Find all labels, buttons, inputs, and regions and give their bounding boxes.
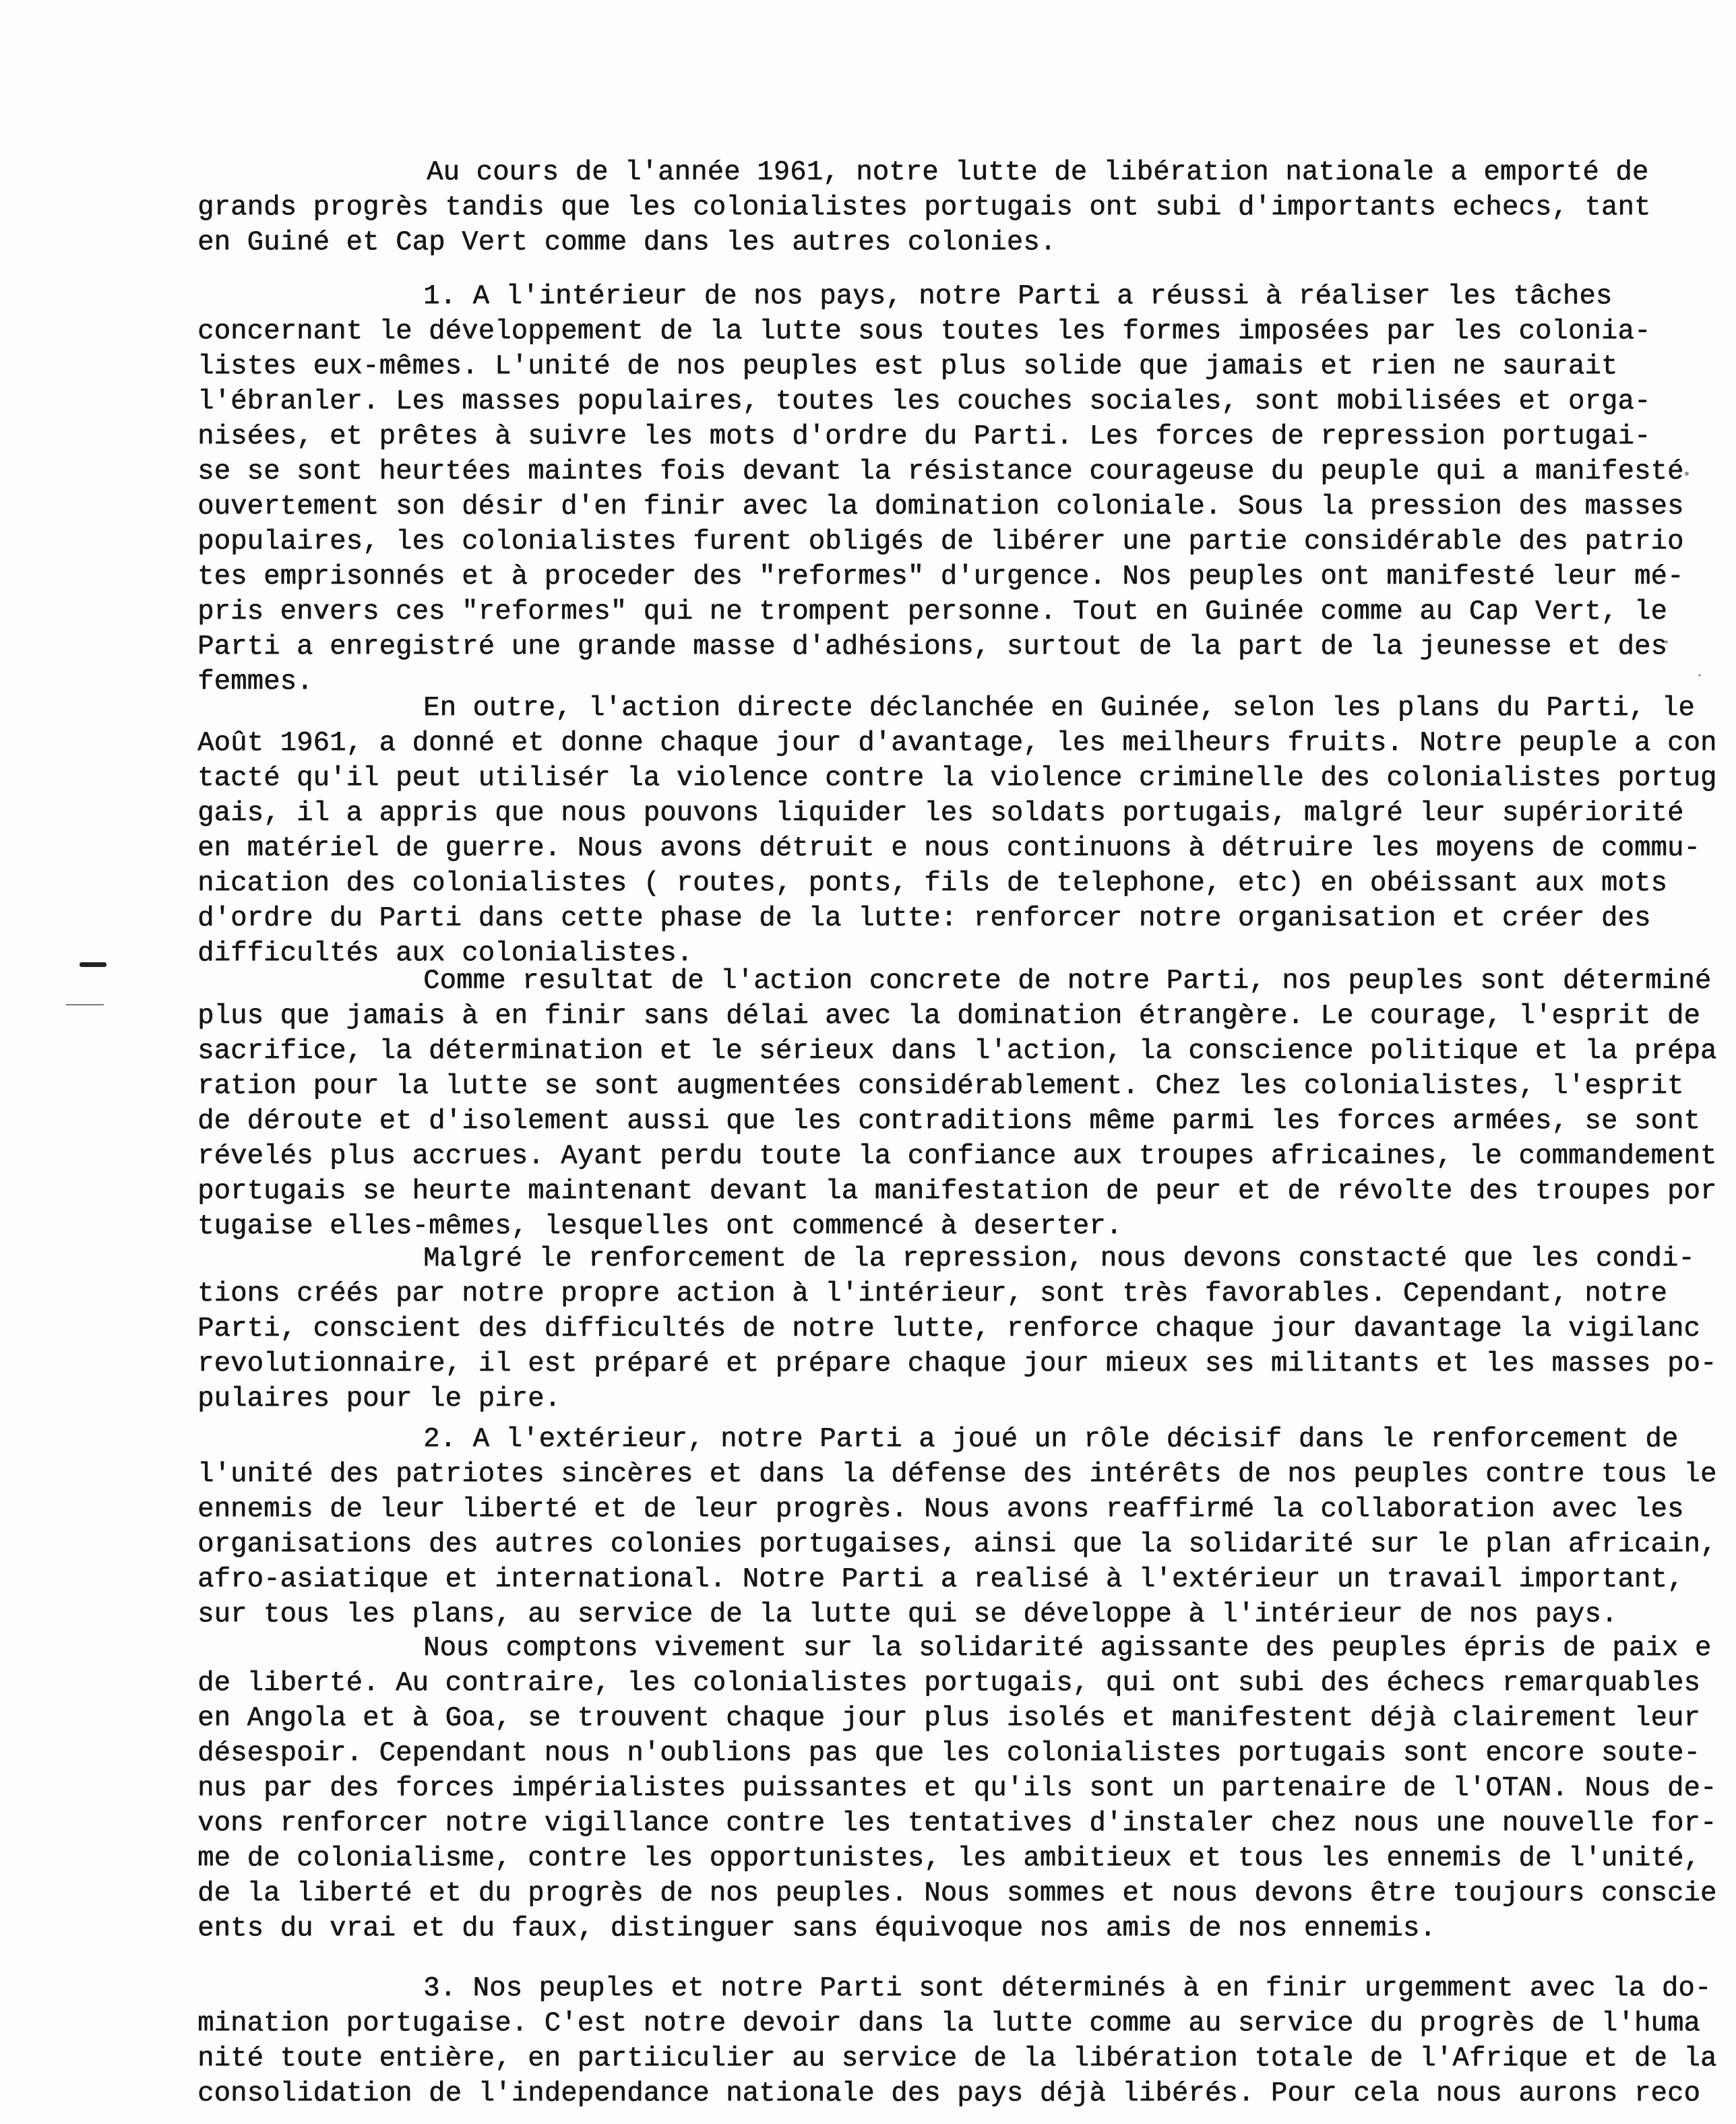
paragraph-first-line: Au cours de l'année 1961, notre lutte de libération nationale a emporté de <box>427 157 1649 188</box>
paragraph-line: révelés plus accrues. Ayant perdu toute la confiance aux troupes africaines, le commandement <box>197 1141 1717 1172</box>
paragraph-line: Août 1961, a donné et donne chaque jour d'avantage, les meilheurs fruits. Notre peuple a con <box>197 728 1717 759</box>
margin-ink-dash <box>66 1004 104 1005</box>
paragraph-line: de liberté. Au contraire, les colonialistes portugais, qui ont subi des échecs remarquables <box>197 1668 1700 1699</box>
paragraph-line: gais, il a appris que nous pouvons liquider les soldats portugais, malgré leur supériorité <box>197 798 1684 829</box>
paragraph-line: tes emprisonnés et à proceder des "reformes" d'urgence. Nos peuples ont manifesté leur mé- <box>197 561 1684 592</box>
paragraph-line: nication des colonialistes ( routes, ponts, fils de telephone, etc) en obéissant aux mots <box>197 868 1667 899</box>
paragraph-line: listes eux-mêmes. L'unité de nos peuples est plus solide que jamais et rien ne saurait <box>197 351 1618 382</box>
paragraph-line: l'unité des patriotes sincères et dans la défense des intérêts de nos peuples contre tous le <box>197 1459 1717 1490</box>
paragraph-line: de déroute et d'isolement aussi que les contraditions même parmi les forces armées, se sont <box>197 1106 1700 1137</box>
paragraph-line: femmes. <box>197 666 313 697</box>
margin-speck <box>1685 472 1689 476</box>
paragraph-line: de la liberté et du progrès de nos peuples. Nous sommes et nous devons être toujours conscie <box>197 1878 1717 1909</box>
paragraph-line: tacté qu'il peut utilisér la violence contre la violence criminelle des colonialistes portug <box>197 763 1717 794</box>
paragraph-line: l'ébranler. Les masses populaires, toutes les couches sociales, sont mobilisées et orga- <box>197 386 1651 417</box>
paragraph-line: populaires, les colonialistes furent obligés de libérer une partie considérable des patrio <box>197 526 1684 557</box>
paragraph-line: sacrifice, la détermination et le sérieux dans l'action, la conscience politique et la prépa <box>197 1036 1717 1067</box>
paragraph-line: grands progrès tandis que les colonialistes portugais ont subi d'importants echecs, tant <box>197 192 1651 223</box>
paragraph-line: plus que jamais à en finir sans délai avec la domination étrangère. Le courage, l'esprit de <box>197 1001 1700 1032</box>
paragraph-first-line: 3. Nos peuples et notre Parti sont déterminés à en finir urgemment avec la do- <box>423 1973 1712 2004</box>
paragraph-line: organisations des autres colonies portugaises, ainsi que la solidarité sur le plan africain, <box>197 1529 1717 1560</box>
paragraph-line: désespoir. Cependant nous n'oublions pas que les colonialistes portugais sont encore soute- <box>197 1738 1700 1769</box>
paragraph-line: se se sont heurtées maintes fois devant la résistance courageuse du peuple qui a manifesté <box>197 456 1684 487</box>
paragraph-line: concernant le développement de la lutte sous toutes les formes imposées par les colonia- <box>197 316 1651 347</box>
paragraph-line: revolutionnaire, il est préparé et prépare chaque jour mieux ses militants et les masses po- <box>197 1348 1717 1379</box>
paragraph-line: en Guiné et Cap Vert comme dans les autres colonies. <box>197 227 1057 258</box>
paragraph-line: pulaires pour le pire. <box>197 1383 561 1414</box>
paragraph-first-line: Comme resultat de l'action concrete de notre Parti, nos peuples sont déterminé <box>423 966 1712 997</box>
paragraph-first-line: 2. A l'extérieur, notre Parti a joué un rôle décisif dans le renforcement de <box>423 1424 1679 1455</box>
paragraph-line: ennemis de leur liberté et de leur progrès. Nous avons reaffirmé la collaboration avec les <box>197 1494 1684 1525</box>
paragraph-line: mination portugaise. C'est notre devoir dans la lutte comme au service du progrès de l'huma <box>197 2008 1700 2039</box>
paragraph-first-line: En outre, l'action directe déclanchée en Guinée, selon les plans du Parti, le <box>423 693 1695 724</box>
paragraph-line: sur tous les plans, au service de la lutte qui se développe à l'intérieur de nos pays. <box>197 1599 1618 1630</box>
paragraph-first-line: Nous comptons vivement sur la solidarité agissante des peuples épris de paix e <box>423 1633 1712 1664</box>
paragraph-line: ration pour la lutte se sont augmentées considérablement. Chez les colonialistes, l'esprit <box>197 1071 1684 1102</box>
paragraph-line: d'ordre du Parti dans cette phase de la lutte: renforcer notre organisation et créer des <box>197 903 1651 934</box>
paragraph-first-line: 1. A l'intérieur de nos pays, notre Parti a réussi à réaliser les tâches <box>423 281 1613 312</box>
paragraph-line: ouvertement son désir d'en finir avec la domination coloniale. Sous la pression des masses <box>197 491 1684 522</box>
paragraph-line: nité toute entière, en partiiculier au service de la libération totale de l'Afrique et de la <box>197 2043 1717 2074</box>
paragraph-line: me de colonialisme, contre les opportunistes, les ambitieux et tous les ennemis de l'unité, <box>197 1843 1700 1874</box>
paragraph-line: en Angola et à Goa, se trouvent chaque jour plus isolés et manifestent déjà clairement leur <box>197 1703 1700 1734</box>
paragraph-line: Parti, conscient des difficultés de notre lutte, renforce chaque jour davantage la vigilanc <box>197 1313 1700 1344</box>
paragraph-line: vons renforcer notre vigillance contre les tentatives d'instaler chez nous une nouvelle for- <box>197 1808 1717 1839</box>
paragraph-line: tugaise elles-mêmes, lesquelles ont commencé à deserter. <box>197 1211 1123 1242</box>
margin-speck <box>1698 674 1701 677</box>
paragraph-line: pris envers ces "reformes" qui ne trompent personne. Tout en Guinée comme au Cap Vert, le <box>197 596 1667 627</box>
paragraph-first-line: Malgré le renforcement de la repression, nous devons constacté que les condi- <box>423 1243 1695 1274</box>
paragraph-line: en matériel de guerre. Nous avons détruit e nous continuons à détruire les moyens de commu- <box>197 833 1700 864</box>
margin-speck <box>1665 640 1668 644</box>
paragraph-line: nus par des forces impérialistes puissantes et qu'ils sont un partenaire de l'OTAN. Nous de- <box>197 1773 1717 1804</box>
paragraph-line: consolidation de l'independance nationale des pays déjà libérés. Pour cela nous aurons reco <box>197 2078 1700 2109</box>
paragraph-line: tions créés par notre propre action à l'intérieur, sont très favorables. Cependant, notre <box>197 1278 1667 1309</box>
paragraph-line: Parti a enregistré une grande masse d'adhésions, surtout de la part de la jeunesse et des <box>197 631 1667 662</box>
paragraph-line: ents du vrai et du faux, distinguer sans équivoque nos amis de nos ennemis. <box>197 1913 1436 1944</box>
paragraph-line: nisées, et prêtes à suivre les mots d'ordre du Parti. Les forces de repression portugai- <box>197 421 1651 452</box>
paragraph-line: portugais se heurte maintenant devant la manifestation de peur et de révolte des troupes por <box>197 1176 1717 1207</box>
paragraph-line: afro-asiatique et international. Notre Parti a realisé à l'extérieur un travail important, <box>197 1564 1684 1595</box>
margin-ink-mark <box>80 962 106 967</box>
paragraph-line: difficultés aux colonialistes. <box>197 938 693 969</box>
